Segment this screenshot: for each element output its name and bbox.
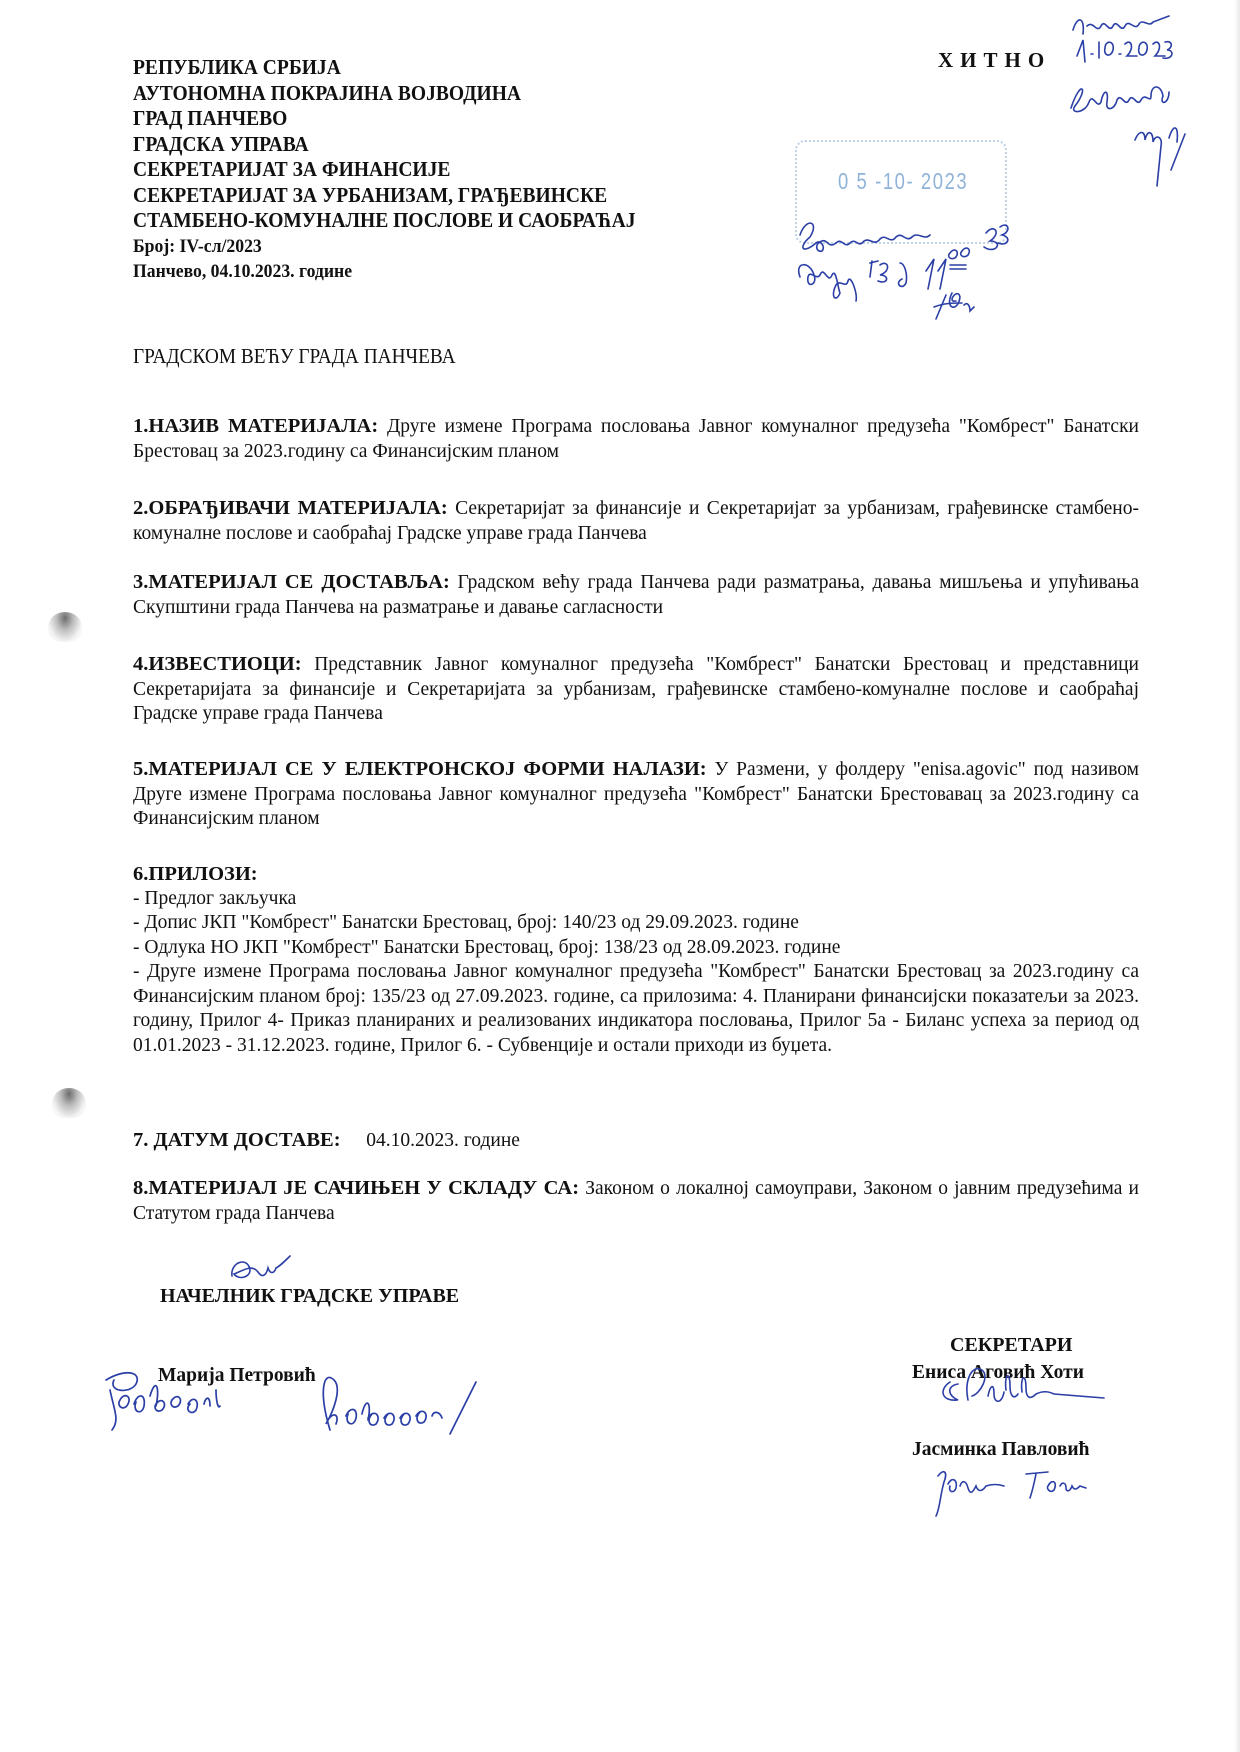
header-line: СЕКРЕТАРИЈАТ ЗА УРБАНИЗАМ, ГРАЂЕВИНСКЕ [133, 182, 608, 207]
section-label: 3.МАТЕРИЈАЛ СЕ ДОСТАВЉА: [133, 571, 450, 593]
handwritten-delivery-note [790, 215, 1030, 325]
document-number: Број: IV-сл/2023 [133, 235, 262, 257]
section-label: 8.МАТЕРИЈАЛ ЈЕ САЧИЊЕН У СКЛАДУ СА: [133, 1177, 580, 1199]
header-line: СЕКРЕТАРИЈАТ ЗА ФИНАНСИЈЕ [133, 157, 451, 181]
header-line: ГРАДСКА УПРАВА [133, 131, 309, 156]
signature-scribble-icon [920, 1352, 1120, 1412]
place-date: Панчево, 04.10.2023. године [133, 261, 353, 282]
header-line: СТАМБЕНО-КОМУНАЛНЕ ПОСЛОВЕ И САОБРАЋАЈ [133, 208, 636, 232]
header-line: РЕПУБЛИКА СРБИЈА [133, 55, 341, 79]
section-text: Градском већу града Панчева ради разматрања, давања мишљења и упућивања Скупштини града Панчева на разматрање и давање сагласности [133, 572, 1139, 618]
handwriting-scribble-icon [790, 215, 1030, 325]
right-signatory-name: Јасминка Павловић [912, 1439, 1090, 1460]
initials-scribble-icon [228, 1248, 298, 1284]
left-signatory-title: НАЧЕЛНИК ГРАДСКЕ УПРАВЕ [160, 1285, 460, 1307]
delivery-date-label: 7. ДАТУМ ДОСТАВЕ: [133, 1129, 341, 1151]
header-line: АУТОНОМНА ПОКРАЈИНА ВОЈВОДИНА [133, 80, 522, 105]
left-signatures [100, 1360, 540, 1450]
urgent-label: ХИТНО [938, 48, 1052, 72]
attachment-item: - Друге измене Програма пословања Јавног комуналног предузећа "Комбрест" Банатски Брестовац за 2023.годину са Финансијским планом број: 135/23 од 27.09.2023. године, са прилозима: 4. Планирани финансијски показатељи за 2023. годину, Прилог 4- Приказ планираних и реализованих индикатора пословања, Прилог 5а - Биланс успеха за период од 01.01.2023 - 31.12.2023. године, Прилог 6. - Субвенције и остали приходи из буџета. [133, 961, 1139, 1056]
stamp-date: 0 5 -10- 2023 [838, 168, 969, 194]
section-label: 4.ИЗВЕСТИОЦИ: [133, 653, 302, 675]
signature-scribble-icon [100, 1360, 540, 1450]
issuer-header [133, 55, 635, 285]
section-text: Представник Јавног комуналног предузећа "Комбрест" Банатски Брестовац и представници Секретаријата за финансије и Секретаријата за урбанизам, грађевинске стамбено-комуналне послове и саобраћај Градске управе града Панчева [133, 654, 1139, 724]
section-prepared-by [133, 496, 1139, 546]
attachments-label: 6.ПРИЛОЗИ: [133, 863, 258, 885]
section-name-of-material [133, 414, 1139, 464]
section-label: 5.МАТЕРИЈАЛ СЕ У ЕЛЕКТРОНСКОЈ ФОРМИ НАЛАЗИ: [133, 758, 707, 780]
left-signatory-name: Марија Петровић [158, 1365, 316, 1386]
section-label: 1.НАЗИВ МАТЕРИЈАЛА: [133, 415, 379, 437]
section-text: Секретаријат за финансије и Секретаријат за урбанизам, грађевинске стамбено-комуналне послове и саобраћај Градске управе града Панчева [133, 498, 1139, 544]
header-line: ГРАД ПАНЧЕВО [133, 106, 288, 130]
section-attachments [133, 862, 1139, 1058]
right-signatory-name: Ениса Аговић Хоти [912, 1362, 1084, 1383]
attachment-item: - Допис ЈКП "Комбрест" Банатски Брестовац, број: 140/23 од 29.09.2023. године [133, 912, 799, 933]
section-text: У Размени, у фолдеру "enisa.agovic" под називом Друге измене Програма пословања Јавног комуналног предузећа "Комбрест" Банатски Брестовавац за 2023.годину са Финансијским планом [133, 759, 1140, 829]
right-signature-1 [920, 1352, 1120, 1412]
recipient: ГРАДСКОМ ВЕЋУ ГРАДА ПАНЧЕВА [133, 344, 456, 368]
section-delivered-to [133, 570, 1139, 620]
punch-hole-bottom [52, 1088, 86, 1118]
section-rapporteurs [133, 652, 1139, 727]
delivery-date-value: 04.10.2023. године [366, 1130, 520, 1151]
signature-scribble-icon [930, 1462, 1100, 1522]
page-edge-shadow [1234, 0, 1240, 1752]
attachment-item: - Одлука НО ЈКП "Комбрест" Банатски Брестовац, број: 138/23 од 28.09.2023. године [133, 936, 841, 958]
right-signatories-title: СЕКРЕТАРИ [950, 1334, 1073, 1356]
section-delivery-date [133, 1128, 1139, 1154]
handwriting-scribble-icon [1065, 8, 1235, 198]
right-signature-2 [930, 1462, 1100, 1522]
punch-hole-top [48, 612, 82, 642]
attachment-item: - Предлог закључка [133, 887, 297, 909]
section-label: 2.ОБРАЂИВАЧИ МАТЕРИЈАЛА: [133, 497, 448, 519]
handwritten-receipt-note [1065, 8, 1235, 198]
section-compliance [133, 1176, 1139, 1226]
section-electronic-form [133, 757, 1139, 832]
section-text: Законом о локалној самоуправи, Законом о јавним предузећима и Статутом града Панчева [133, 1178, 1139, 1224]
section-text: Друге измене Програма пословања Јавног комуналног предузећа "Комбрест" Банатски Брестовац за 2023.годину са Финансијским планом [133, 416, 1139, 462]
handwritten-initials [228, 1248, 298, 1284]
